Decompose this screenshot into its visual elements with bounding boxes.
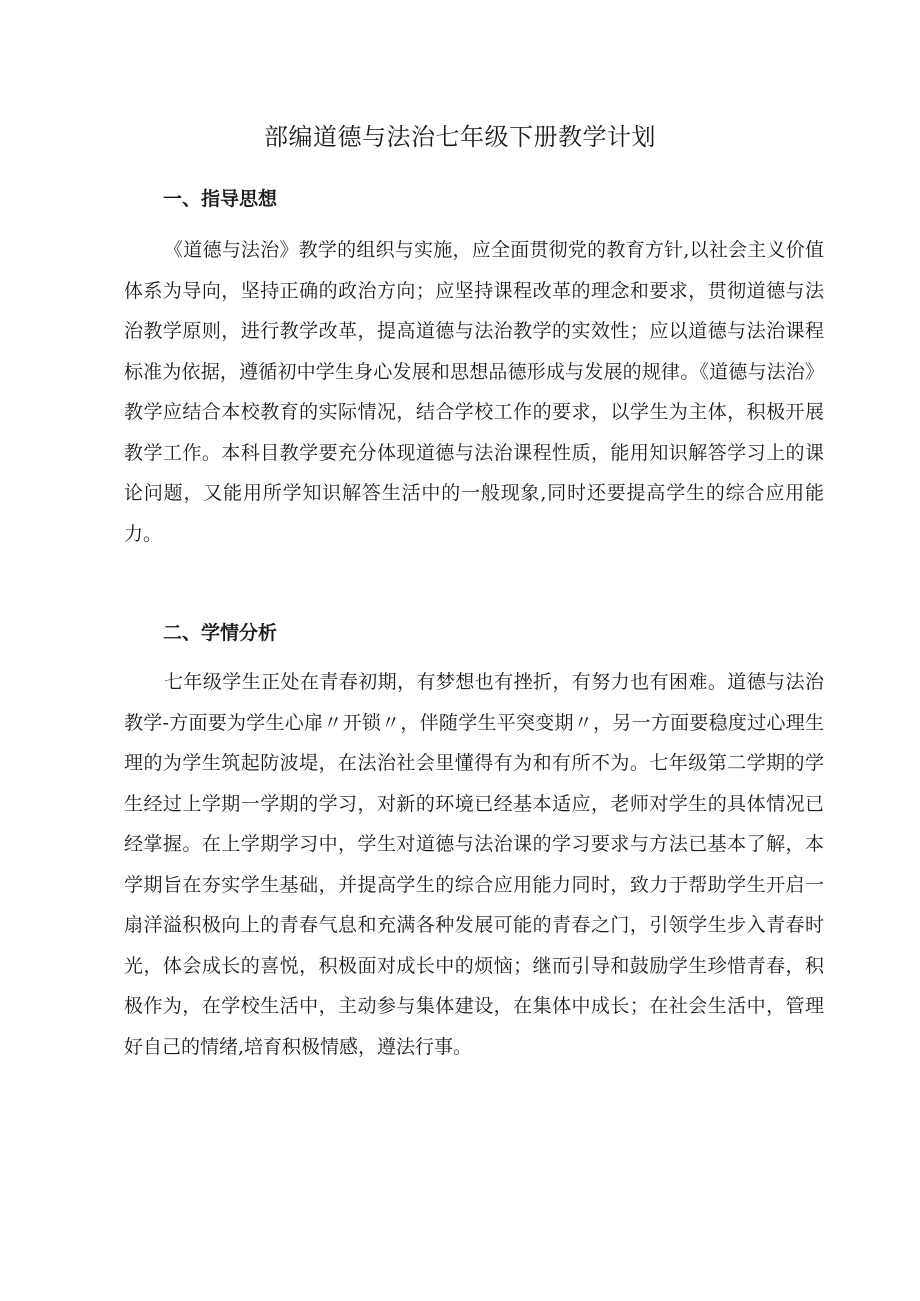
section-heading-guiding-ideology: 一、指导思想 <box>163 188 278 210</box>
section-paragraph-guiding-ideology: 《道德与法治》教学的组织与实施，应全面贯彻党的教育方针,以社会主义价值体系为导向，坚持正确的政治方向；应坚持课程改革的理念和要求，贯彻道德与法治教学原则，进行教学改革，提高道德与法治教学的实效性；应以道德与法治课程标准为依据，遵循初中学生身心发展和思想品德形成与发展的规律。《道德与法治》教学应结合本校教育的实际情况，结合学校工作的要求，以学生为主体，积极开展教学工作。本科目教学要充分体现道德与法治课程性质，能用知识解答学习上的课论问题，又能用所学知识解答生活中的一般现象,同时还要提高学生的综合应用能力。 <box>124 239 824 545</box>
section-heading-student-analysis: 二、学情分析 <box>163 622 278 644</box>
section-paragraph-student-analysis: 七年级学生正处在青春初期，有梦想也有挫折，有努力也有困难。道德与法治教学-方面要为学生心扉〃开锁〃，伴随学生平突变期〃，另一方面要稳度过心理生理的为学生筑起防波堤，在法治社会里懂得有为和有所不为。七年级第二学期的学生经过上学期一学期的学习，对新的环境已经基本适应，老师对学生的具体情况已经掌握。在上学期学习中，学生对道德与法治课的学习要求与方法已基本了解，本学期旨在夯实学生基础，并提高学生的综合应用能力同时，致力于帮助学生开启一扇洋溢积极向上的青春气息和充满各种发展可能的青春之门，引领学生步入青春时光，体会成长的喜悦，积极面对成长中的烦恼；继而引导和鼓励学生珍惜青春，积极作为，在学校生活中，主动参与集体建设，在集体中成长；在社会生活中，管理好自己的情绪,培育积极情感，遵法行事。 <box>124 671 824 1058</box>
document-title: 部编道德与法治七年级下册教学计划 <box>264 123 656 151</box>
